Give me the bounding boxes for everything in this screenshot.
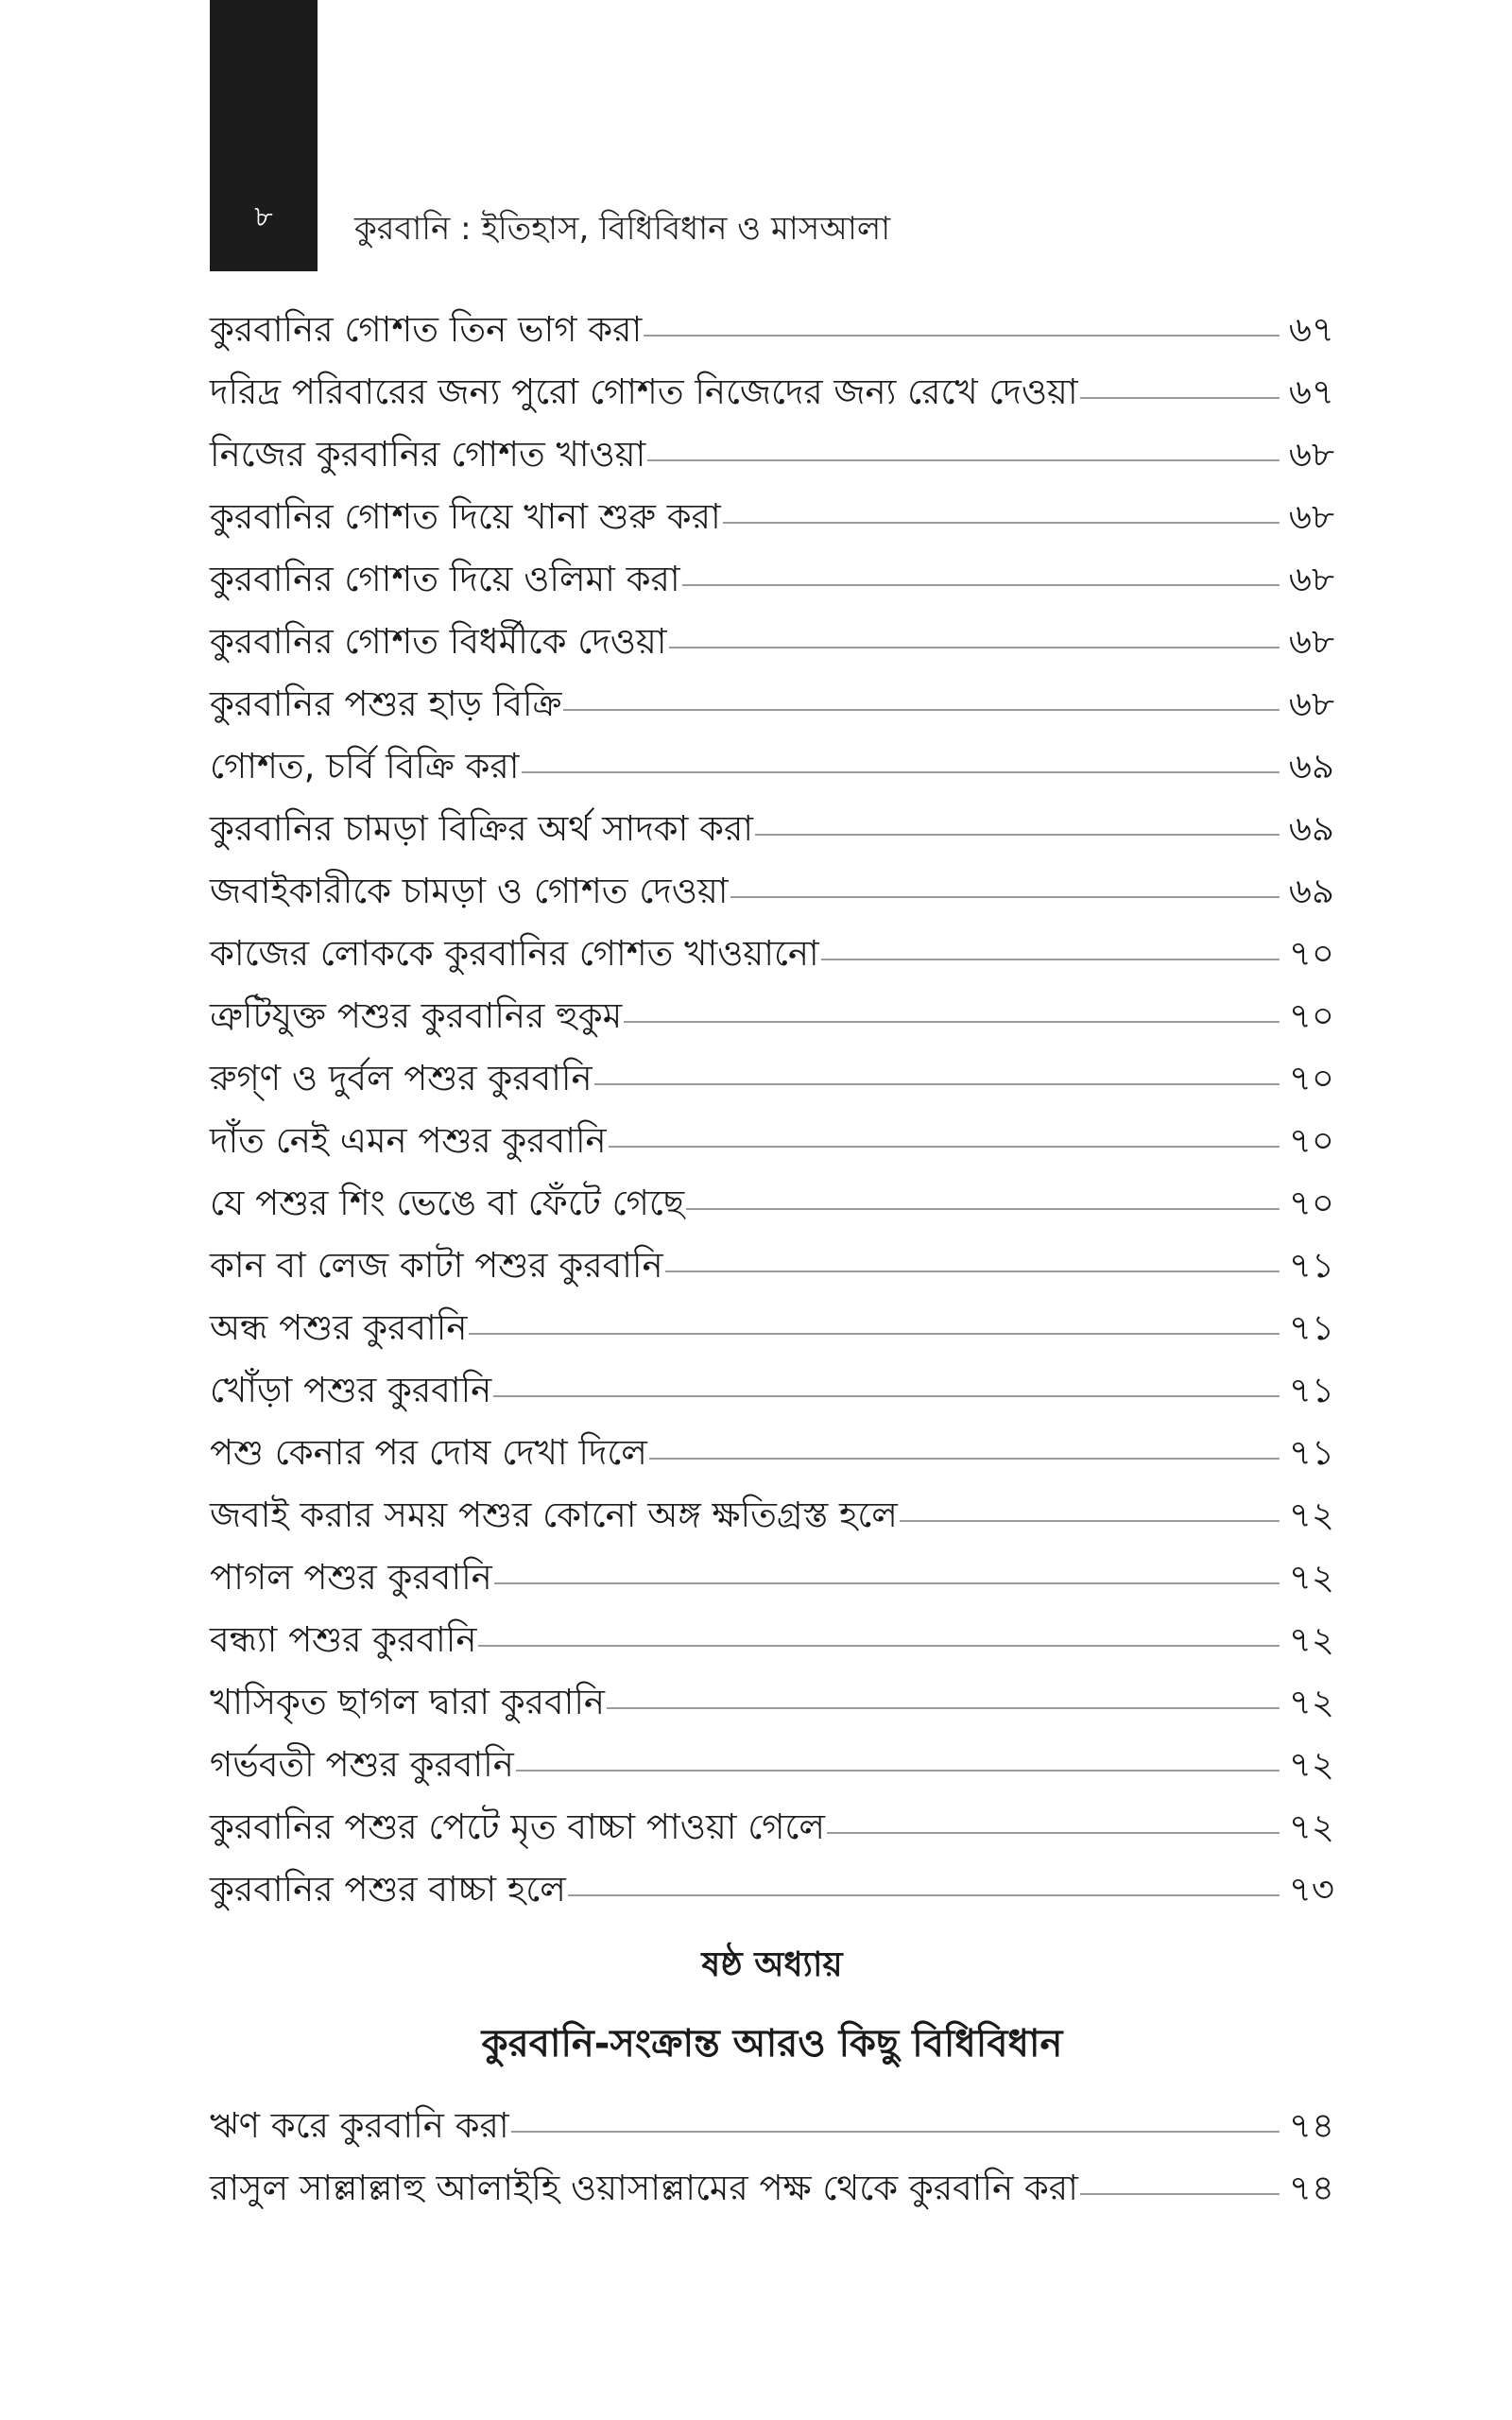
toc-leader-line: [494, 1582, 1280, 1584]
table-of-contents-part2: [210, 2095, 1334, 2220]
toc-entry-title: দরিদ্র পরিবারের জন্য পুরো গোশত নিজেদের জন্য রেখে দেওয়া: [210, 372, 1078, 412]
toc-entry: [210, 860, 1334, 923]
toc-entry: [210, 1484, 1334, 1547]
toc-leader-line: [730, 896, 1280, 898]
toc-entry-page-number: ৬৮: [1288, 434, 1334, 475]
chapter-label: ষষ্ঠ অধ্যায়: [701, 1945, 843, 1984]
toc-entry-page-number: ৬৭: [1288, 372, 1334, 412]
toc-entry-title: কুরবানির গোশত তিন ভাগ করা: [210, 309, 643, 350]
toc-entry-page-number: ৭১: [1288, 1432, 1334, 1473]
toc-entry-title: কুরবানির গোশত দিয়ে ওলিমা করা: [210, 559, 680, 599]
toc-entry-title: খোঁড়া পশুর কুরবানি: [210, 1370, 492, 1410]
toc-entry-page-number: ৭৩: [1288, 1869, 1334, 1910]
toc-leader-line: [522, 771, 1280, 773]
toc-entry-title: ঋণ করে কুরবানি করা: [210, 2105, 509, 2146]
toc-entry: [210, 1172, 1334, 1235]
toc-leader-line: [609, 1146, 1280, 1148]
toc-leader-line: [478, 1645, 1280, 1647]
toc-entry-page-number: ৭২: [1288, 1682, 1334, 1722]
toc-entry-page-number: ৭১: [1288, 1370, 1334, 1410]
toc-entry: [210, 299, 1334, 361]
toc-entry-page-number: ৭০: [1288, 995, 1334, 1036]
toc-entry: [210, 1422, 1334, 1484]
toc-entry-page-number: ৭০: [1288, 1120, 1334, 1161]
toc-entry: [210, 673, 1334, 735]
toc-leader-line: [827, 1832, 1280, 1834]
toc-entry-page-number: ৭১: [1288, 1307, 1334, 1348]
toc-entry-title: কুরবানির পশুর বাচ্চা হলে: [210, 1869, 566, 1910]
toc-entry-title: জবাই করার সময় পশুর কোনো অঙ্গ ক্ষতিগ্রস্ত হলে: [210, 1495, 898, 1535]
toc-entry: [210, 923, 1334, 985]
toc-entry-page-number: ৬৮: [1288, 559, 1334, 599]
toc-entry-page-number: ৭২: [1288, 1619, 1334, 1660]
toc-entry-page-number: ৭৪: [1288, 2105, 1334, 2146]
toc-leader-line: [563, 709, 1280, 711]
toc-entry: [210, 1796, 1334, 1858]
toc-entry: [210, 1047, 1334, 1110]
toc-entry-title: দাঁত নেই এমন পশুর কুরবানি: [210, 1120, 607, 1161]
toc-entry-title: পশু কেনার পর দোষ দেখা দিলে: [210, 1432, 647, 1473]
toc-entry-title: কুরবানির পশুর পেটে মৃত বাচ্চা পাওয়া গেলে: [210, 1806, 825, 1847]
toc-entry-title: রাসুল সাল্লাল্লাহু আলাইহি ওয়াসাল্লামের পক্ষ থেকে কুরবানি করা: [210, 2168, 1078, 2208]
page-number-tab: [210, 0, 318, 271]
toc-leader-line: [644, 335, 1280, 337]
toc-entry: [210, 798, 1334, 860]
toc-entry-title: গোশত, চর্বি বিক্রি করা: [210, 746, 520, 786]
chapter-title: কুরবানি-সংক্রান্ত আরও কিছু বিধিবিধান: [481, 2022, 1063, 2066]
toc-entry-title: কুরবানির চামড়া বিক্রির অর্থ সাদকা করা: [210, 808, 754, 849]
toc-entry: [210, 1734, 1334, 1796]
toc-entry: [210, 1297, 1334, 1359]
toc-entry-page-number: ৬৮: [1288, 496, 1334, 537]
toc-entry: [210, 985, 1334, 1047]
toc-leader-line: [755, 834, 1280, 836]
toc-leader-line: [568, 1894, 1280, 1896]
toc-entry-title: যে পশুর শিং ভেঙে বা ফেঁটে গেছে: [210, 1183, 685, 1223]
toc-entry-title: বন্ধ্যা পশুর কুরবানি: [210, 1619, 477, 1660]
toc-entry: [210, 2095, 1334, 2157]
toc-entry: [210, 1235, 1334, 1297]
toc-entry-title: ত্রুটিযুক্ত পশুর কুরবানির হুকুম: [210, 995, 623, 1036]
toc-leader-line: [665, 1270, 1280, 1272]
toc-entry-title: অন্ধ পশুর কুরবানি: [210, 1307, 468, 1348]
toc-entry-page-number: ৭৪: [1288, 2168, 1334, 2208]
toc-leader-line: [682, 584, 1280, 586]
toc-entry-title: কাজের লোককে কুরবানির গোশত খাওয়ানো: [210, 933, 819, 974]
toc-entry-page-number: ৬৯: [1288, 746, 1334, 786]
table-of-contents-part1: [210, 299, 1334, 1921]
toc-entry-page-number: ৬৮: [1288, 683, 1334, 724]
toc-leader-line: [669, 647, 1280, 648]
toc-entry: [210, 1110, 1334, 1172]
toc-entry-title: পাগল পশুর কুরবানি: [210, 1557, 492, 1598]
toc-leader-line: [511, 2131, 1280, 2133]
toc-entry-page-number: ৭১: [1288, 1245, 1334, 1286]
toc-entry-page-number: ৭০: [1288, 1183, 1334, 1223]
toc-leader-line: [723, 522, 1280, 524]
page-number: ৮: [254, 200, 273, 233]
toc-entry: [210, 2157, 1334, 2220]
toc-leader-line: [607, 1707, 1280, 1709]
toc-leader-line: [686, 1208, 1280, 1210]
toc-leader-line: [647, 459, 1280, 461]
toc-entry: [210, 611, 1334, 673]
toc-entry-page-number: ৭২: [1288, 1744, 1334, 1785]
toc-entry-title: জবাইকারীকে চামড়া ও গোশত দেওয়া: [210, 871, 729, 911]
toc-entry-title: গর্ভবতী পশুর কুরবানি: [210, 1744, 514, 1785]
toc-entry-page-number: ৬৯: [1288, 808, 1334, 849]
toc-entry: [210, 424, 1334, 486]
toc-leader-line: [1080, 2193, 1280, 2195]
toc-entry: [210, 1359, 1334, 1422]
toc-entry-page-number: ৬৭: [1288, 309, 1334, 350]
toc-entry-title: নিজের কুরবানির গোশত খাওয়া: [210, 434, 646, 475]
toc-entry-title: কুরবানির গোশত বিধর্মীকে দেওয়া: [210, 621, 667, 662]
toc-leader-line: [469, 1333, 1280, 1335]
toc-entry-page-number: ৭২: [1288, 1806, 1334, 1847]
toc-entry-page-number: ৬৮: [1288, 621, 1334, 662]
toc-leader-line: [821, 959, 1280, 960]
toc-entry-title: কান বা লেজ কাটা পশুর কুরবানি: [210, 1245, 663, 1286]
toc-leader-line: [649, 1458, 1280, 1460]
toc-entry: [210, 735, 1334, 798]
toc-leader-line: [516, 1770, 1280, 1772]
toc-entry-page-number: ৭০: [1288, 933, 1334, 974]
toc-entry-title: কুরবানির পশুর হাড় বিক্রি: [210, 683, 562, 724]
running-header-title: কুরবানি : ইতিহাস, বিধিবিধান ও মাসআলা: [354, 210, 891, 248]
toc-leader-line: [624, 1021, 1280, 1023]
toc-entry: [210, 1858, 1334, 1921]
toc-leader-line: [1080, 397, 1280, 399]
toc-entry-title: খাসিকৃত ছাগল দ্বারা কুরবানি: [210, 1682, 605, 1722]
toc-entry-title: রুগ্ণ ও দুর্বল পশুর কুরবানি: [210, 1058, 593, 1098]
toc-entry: [210, 486, 1334, 548]
toc-entry-page-number: ৭২: [1288, 1557, 1334, 1598]
toc-entry: [210, 1609, 1334, 1671]
toc-leader-line: [900, 1520, 1280, 1522]
toc-entry: [210, 361, 1334, 424]
toc-leader-line: [493, 1395, 1280, 1397]
toc-entry: [210, 1671, 1334, 1734]
toc-entry-page-number: ৭০: [1288, 1058, 1334, 1098]
toc-entry-page-number: ৬৯: [1288, 871, 1334, 911]
toc-entry: [210, 548, 1334, 611]
toc-entry-page-number: ৭২: [1288, 1495, 1334, 1535]
toc-leader-line: [594, 1083, 1280, 1085]
toc-entry-title: কুরবানির গোশত দিয়ে খানা শুরু করা: [210, 496, 721, 537]
toc-entry: [210, 1547, 1334, 1609]
